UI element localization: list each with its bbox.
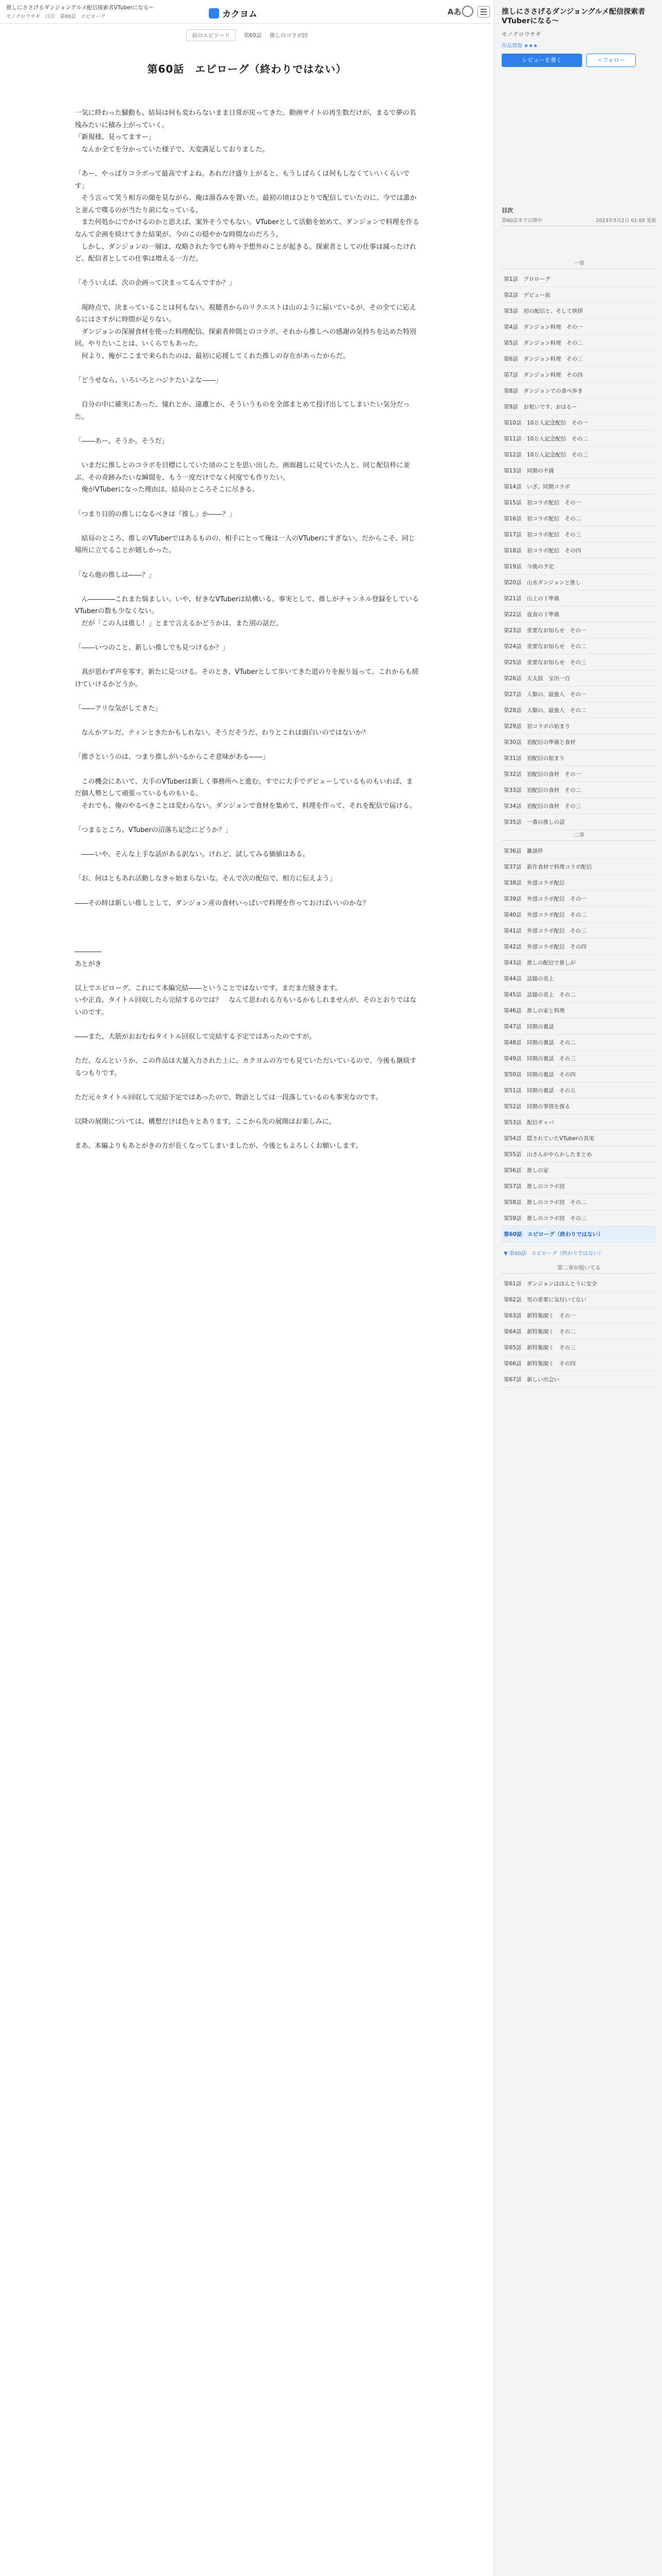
toc-episode-link[interactable]: 第47話 同期の裏話: [502, 1019, 656, 1035]
header-work-title[interactable]: 推しにささげるダンジョングルメ配信探索者VTuberになる〜: [6, 5, 154, 11]
toc-episode-link[interactable]: 第19話 今後の予定: [502, 558, 656, 574]
header-breadcrumb[interactable]: モノクロウサギ 目次 第60話 エピローグ: [6, 14, 106, 20]
toc-episode-link[interactable]: 第44話 話題の炎上: [502, 971, 656, 987]
toc-header: [502, 206, 656, 226]
toc-episode-link[interactable]: 第26話 大太鼓 宝出一百: [502, 670, 656, 686]
toc-episode-link[interactable]: 第37話 新作食材で料理コラボ配信: [502, 859, 656, 875]
toc-episode-link[interactable]: 第35話 一番の推しの話: [502, 814, 656, 830]
body-paragraph: 俺がVTuberになった理由は、結局のところそこに尽きる。: [75, 486, 259, 494]
toc-episode-link[interactable]: 第3話 初の配信と、そして挨拶: [502, 303, 656, 319]
body-paragraph: いや正直、タイトル回収したら完結するのでは？ なんて思われる方もいるかもしれませんが、そのとおりではないのです。: [75, 996, 417, 1016]
body-paragraph: [75, 387, 419, 399]
body-paragraph: 真が思わず声を零す。新たに見つける。そのとき、VTuberとして歩いてきた道のりを振り返って、これからも続けていけるかどうか。: [75, 668, 419, 688]
episode-title: 第60話 エピローグ（終わりではない）: [147, 63, 347, 75]
body-paragraph: [75, 654, 419, 667]
body-paragraph: [75, 715, 419, 727]
chapter-heading-1[interactable]: 一章: [502, 258, 656, 269]
toc-episode-link[interactable]: 第43話 推しの配信で推しが: [502, 955, 656, 971]
toc-episode-link[interactable]: 第41話 外部コラボ配信 その三: [502, 923, 656, 939]
toc-episode-link[interactable]: 第66話 新特集開く その四: [502, 1355, 656, 1371]
write-review-button[interactable]: レビューを書く: [502, 54, 582, 67]
toc-episode-link[interactable]: 第24話 重要なお知らせ その二: [502, 638, 656, 654]
chapter-1-episode-list: [502, 271, 656, 830]
body-paragraph: ただ元々タイトル回収して完結予定ではあったので、物語としては一段落しているのも事実なのです。: [75, 1094, 383, 1102]
body-paragraph: ――また、大筋がおおむねタイトル回収して完結する予定ではあったのですが。: [75, 1033, 316, 1041]
body-paragraph: いまだに推しとのコラボを目標にしていた頃のことを思い出した。画面越しに見ていた人と、同じ配信枠に並ぶ。その奇跡みたいな瞬間を、もう一度だけでなく何度でも作りたい。: [75, 462, 410, 482]
toc-episode-link[interactable]: 第12話 10万人記念配信 その三: [502, 447, 656, 463]
body-paragraph: [75, 156, 419, 168]
toc-episode-link[interactable]: 第32話 初配信の食材 その一: [502, 766, 656, 782]
sidebar-work-title[interactable]: 推しにささげるダンジョングルメ配信探索者VTuberになる〜: [502, 8, 646, 25]
body-paragraph: [75, 739, 419, 752]
body-paragraph: [75, 861, 419, 873]
toc-episode-link[interactable]: 第4話 ダンジョン料理 その一: [502, 319, 656, 335]
sidebar-rating[interactable]: 作品情報 ★★★: [502, 43, 538, 49]
body-paragraph: 結局のところ、推しのVTuberではあるものの、相手にとって俺は一人のVTuberにすぎない。だからこそ、同じ場所に立てることが嬉しかった。: [75, 534, 416, 555]
body-paragraph: [75, 812, 419, 824]
toc-episode-link[interactable]: 第13話 同期の不満: [502, 463, 656, 479]
font-size-button[interactable]: Aあ: [448, 7, 461, 16]
toc-episode-link[interactable]: 第45話 話題の炎上 その二: [502, 987, 656, 1003]
episode-short-title[interactable]: 推しのコラボ回: [270, 32, 308, 39]
episode-number: 第60話: [243, 32, 262, 39]
toc-episode-link[interactable]: 第50話 同期の裏話 その四: [502, 1066, 656, 1082]
toc-episode-link[interactable]: 第1話 プロローグ: [502, 271, 656, 287]
toc-episode-link[interactable]: 第59話 推しのコラボ回 その三: [502, 1210, 656, 1226]
toc-episode-link[interactable]: 第63話 新特集開く その一: [502, 1308, 656, 1324]
chapter-2-episode-list: [502, 843, 656, 1242]
toc-episode-link[interactable]: 第5話 ダンジョン料理 その二: [502, 335, 656, 351]
toc-episode-link[interactable]: 第61話 ダンジョンはほんとうに安全: [502, 1276, 656, 1292]
site-logo[interactable]: [209, 7, 257, 20]
toc-episode-link[interactable]: 第58話 推しのコラボ回 その二: [502, 1194, 656, 1210]
body-paragraph: [75, 764, 419, 776]
toc-episode-link[interactable]: 第7話 ダンジョン料理 その四: [502, 367, 656, 383]
toc-episode-link[interactable]: 第39話 外部コラボ配信 その一: [502, 891, 656, 907]
toc-episode-link[interactable]: 第48話 同期の裏話 その二: [502, 1035, 656, 1050]
body-paragraph: 「お、何はともあれ活動しなきゃ始まらないな。そんで次の配信で、相方に伝えよう」: [75, 875, 336, 883]
toc-episode-link[interactable]: 第33話 初配信の食材 その二: [502, 782, 656, 798]
toc-episode-link[interactable]: 第14話 いざ、同期コラボ: [502, 479, 656, 495]
toc-episode-link[interactable]: 第51話 同期の裏話 その五: [502, 1082, 656, 1098]
toc-episode-link[interactable]: 第30話 初配信の準備と食材: [502, 734, 656, 750]
body-paragraph: ただ、なんというか、この作品は大量入力された上に、カクヨムの方でも見ていただいているので、今後も継続するつもりです。: [75, 1057, 417, 1077]
current-episode-marker[interactable]: ▼ 第60話 エピローグ（終わりではない）: [504, 1251, 604, 1257]
body-paragraph: [75, 934, 419, 946]
toc-episode-link[interactable]: 第10話 10万人記念配信 その一: [502, 415, 656, 431]
toc-episode-link[interactable]: 第23話 重要なお知らせ その一: [502, 622, 656, 638]
body-paragraph: ――その時は新しい推しとして、ダンジョン産の食材いっぱいで料理を作っておけばいいのかな？: [75, 899, 370, 907]
toc-updated-date: 2023年5月2日 01:00 更新: [595, 218, 656, 224]
body-paragraph: [75, 448, 419, 460]
toc-episode-link[interactable]: 第55話 山さんがやらかしたまとめ: [502, 1146, 656, 1162]
body-paragraph: それでも、俺のやるべきことは変わらない。ダンジョンで食材を集めて、料理を作って、それを配信で届ける。: [75, 802, 417, 810]
toc-episode-link[interactable]: 第57話 推しのコラボ回: [502, 1178, 656, 1194]
body-paragraph: 「なら他の推しは――？」: [75, 571, 156, 579]
toc-episode-link[interactable]: 第36話 雑談枠: [502, 843, 656, 859]
body-paragraph: [75, 423, 419, 435]
toc-episode-link[interactable]: 第38話 外部コラボ配信: [502, 875, 656, 891]
body-paragraph: 一気に終わった騒動も、結局は何も変わらないまま日常が戻ってきた。動画サイトの再生数だけが、まるで夢の名残みたいに積み上がっていく。: [75, 109, 416, 129]
body-paragraph: まあ、本編よりもあとがきの方が長くなってしまいましたが、今後ともよろしくお願いします。: [75, 1142, 362, 1150]
body-paragraph: だが「この人は推し！」とまで言えるかどうかは、また別の話だ。: [75, 619, 283, 628]
body-paragraph: 「どうせなら、いろいろとハジケたいよな――」: [75, 377, 222, 385]
toc-episode-link[interactable]: 第46話 推しの家と料理: [502, 1003, 656, 1019]
body-paragraph: [75, 1104, 419, 1116]
body-paragraph: ――――: [75, 947, 102, 956]
body-paragraph: [75, 1019, 419, 1031]
body-paragraph: [75, 909, 419, 922]
body-paragraph: ん――――これまた悩ましい。いや、好きなVTuberは結構いる。事実として、推しがチャンネル登録をしているVTuberの数も少なくない。: [75, 595, 419, 616]
toc-episode-link[interactable]: 第60話 エピローグ（終わりではない）: [502, 1226, 656, 1242]
body-paragraph: この機会にあいて、大手のVTuberは新しく事務所へと進む。すでに大手でデビューしているものもいれば、まだ個人勢として頑張っているものもいる。: [75, 777, 413, 798]
sidebar-author[interactable]: モノクロウサギ: [502, 31, 541, 38]
prev-episode-link[interactable]: 前のエピソード: [186, 29, 236, 41]
toc-episode-link[interactable]: 第40話 外部コラボ配信 その二: [502, 907, 656, 923]
body-paragraph: [75, 885, 419, 897]
toc-episode-link[interactable]: 第22話 夜食の下準備: [502, 606, 656, 622]
toc-episode-link[interactable]: 第56話 推しの家: [502, 1162, 656, 1178]
body-paragraph: 「そういえば、次の企画って決まってるんですか？」: [75, 279, 236, 287]
toc-episode-link[interactable]: 第2話 デビュー前: [502, 287, 656, 303]
toc-episode-link[interactable]: 第20話 山水ダンジョンと推し: [502, 574, 656, 590]
toc-episode-link[interactable]: 第64話 新特集開く その二: [502, 1324, 656, 1340]
toc-episode-link[interactable]: 第65話 新特集開く その三: [502, 1340, 656, 1355]
toc-episode-link[interactable]: 第11話 10万人記念配信 その二: [502, 431, 656, 447]
body-paragraph: [75, 581, 419, 594]
body-paragraph: [75, 691, 419, 703]
top-bar: [0, 0, 494, 24]
episode-body: [75, 107, 419, 1153]
toc-episode-link[interactable]: 第49話 同期の裏話 その三: [502, 1050, 656, 1066]
toc-episode-link[interactable]: 第52話 同期の事情を探る: [502, 1098, 656, 1114]
body-paragraph: 現時点で、決まっていることは何もない。視聴者からのリクエストは山のように届いているが、その全てに応えるにはさすがに時間が足りない。: [75, 303, 417, 324]
toc-label: 目次: [502, 207, 513, 214]
body-paragraph: [75, 922, 419, 934]
body-paragraph: [75, 496, 419, 509]
toc-episode-link[interactable]: 第16話 初コラボ配信 その二: [502, 511, 656, 527]
body-paragraph: 自分の中に確実にあった、憧れとか、遠慮とか、そういうものを全部まとめて投げ出してしまいたい気分だった。: [75, 401, 410, 421]
body-paragraph: [75, 1080, 419, 1092]
follow-button[interactable]: ＋フォロー: [586, 54, 636, 67]
site-name: カクヨム: [222, 9, 257, 20]
body-paragraph: 「――あー、そうか。そうだ」: [75, 437, 169, 446]
body-paragraph: [75, 362, 419, 375]
body-paragraph: 「――いつのこと、新しい推しでも見つけるか？」: [75, 644, 229, 652]
body-paragraph: [75, 290, 419, 302]
body-paragraph: 何より、俺がここまで来られたのは、最初に応援してくれた推しの存在があったからだ。: [75, 352, 350, 360]
body-paragraph: [75, 520, 419, 533]
toc-episode-link[interactable]: 第15話 初コラボ配信 その一: [502, 495, 656, 511]
episode-nav: [0, 29, 494, 41]
body-paragraph: [75, 630, 419, 642]
toc-episode-link[interactable]: 第21話 山上の下準備: [502, 590, 656, 606]
toc-episode-link[interactable]: 第9話 お祝いです、おはるー: [502, 399, 656, 415]
body-paragraph: [75, 970, 419, 982]
body-paragraph: [75, 1043, 419, 1056]
body-paragraph: ――いや、そんな上手な話がある訳ない。けれど、試してみる価値はある。: [75, 851, 309, 859]
body-paragraph: [75, 265, 419, 278]
body-paragraph: ダンジョンの深層食材を使った料理配信、探索者仲間とのコラボ、それから推しへの感謝の気持ちを込めた特別回。やりたいことは、いくらでもあった。: [75, 328, 417, 348]
body-paragraph: [75, 1128, 419, 1141]
toc-episode-link[interactable]: 第42話 外部コラボ配信 その四: [502, 939, 656, 955]
body-paragraph: そう言って笑う相方の顔を見ながら、俺は湯呑みを置いた。最初の頃はひとりで配信していたのに、今では誰かと並んで喋るのが当たり前になっている。: [75, 194, 417, 214]
body-paragraph: 以降の展開については、構想だけは色々とあります。ここから先の展開はお楽しみに。: [75, 1118, 336, 1126]
toc-episode-link[interactable]: 第17話 初コラボ配信 その三: [502, 527, 656, 543]
menu-hamburger-icon[interactable]: [477, 6, 490, 18]
settings-gear-icon[interactable]: [462, 6, 473, 17]
toc-episode-link[interactable]: 第62話 男の重要に気付いてない: [502, 1292, 656, 1308]
body-paragraph: [75, 837, 419, 849]
toc-episode-link[interactable]: 第18話 初コラボ配信 その四: [502, 543, 656, 558]
sidebar: [494, 0, 662, 2576]
toc-episode-link[interactable]: 第54話 隠されていたVTuberの真実: [502, 1130, 656, 1146]
toc-episode-link[interactable]: 第67話 新しい出会い: [502, 1371, 656, 1387]
chapter-heading-3[interactable]: 第二章が続いてる: [502, 1262, 656, 1274]
toc-episode-link[interactable]: 第25話 重要なお知らせ その三: [502, 654, 656, 670]
body-paragraph: 「あー、やっぱりコラボって最高ですよね。あれだけ盛り上がると、もうしばらくは何もしなくていいくらいです」: [75, 170, 410, 190]
body-paragraph: なんかアレだ、ティンときたかもしれない。そうだそうだ、わりとこれは面白いのではないか？: [75, 729, 369, 737]
toc-updated: [502, 216, 656, 224]
body-paragraph: [75, 557, 419, 569]
body-paragraph: 以上でエピローグ、これにて本編完結――ということではないです。まだまだ続きます。: [75, 984, 342, 992]
body-paragraph: 「つまり目的の推しになるべきは『推し』か――？」: [75, 510, 236, 518]
kakuyomu-logo-icon: [209, 8, 219, 19]
body-paragraph: 「新規様、見ってますー」: [75, 133, 155, 142]
toc-episode-link[interactable]: 第34話 初配信の食材 その三: [502, 798, 656, 814]
chapter-3-episode-list: [502, 1276, 656, 1387]
body-paragraph: なんか全てを分かっていた様子で、大変満足しておりました。: [75, 145, 269, 154]
toc-episode-link[interactable]: 第27話 人類の、最強人 その一: [502, 686, 656, 702]
body-paragraph: しかし、ダンジョンの一層は、攻略された今でも時々予想外のことが起きる。探索者としての仕事は減ったけれど、配信者としての仕事は増える一方だ。: [75, 243, 417, 263]
toc-episode-link[interactable]: 第6話 ダンジョン料理 その三: [502, 351, 656, 367]
toc-episode-link[interactable]: 第53話 配信ギャバ: [502, 1114, 656, 1130]
body-paragraph: また何処かにでかけるのかと思えば、案外そうでもない。VTuberとして活動を始めて、ダンジョンで料理を作るなんて企画を続けてきた結果が、今のこの穏やかな時間なのだろう。: [75, 218, 419, 239]
chapter-heading-2[interactable]: 二章: [502, 829, 656, 841]
toc-episode-link[interactable]: 第31話 初配信の始まり: [502, 750, 656, 766]
toc-status: 第60話まで公開中: [502, 218, 542, 224]
body-paragraph: 「推さというのは、つまり推しがいるからこそ意味がある――」: [75, 753, 270, 761]
body-paragraph: 「つまるところ、VTuberの沼落ち記念にどうか？」: [75, 826, 232, 835]
body-paragraph: 「――アリな気がしてきた」: [75, 705, 162, 713]
toc-episode-link[interactable]: 第8話 ダンジョンでの食べ歩き: [502, 383, 656, 399]
body-paragraph: あとがき: [75, 960, 102, 968]
toc-episode-link[interactable]: 第28話 人類の、最強人 その二: [502, 702, 656, 718]
toc-episode-link[interactable]: 第29話 初コラボの始まり: [502, 718, 656, 734]
